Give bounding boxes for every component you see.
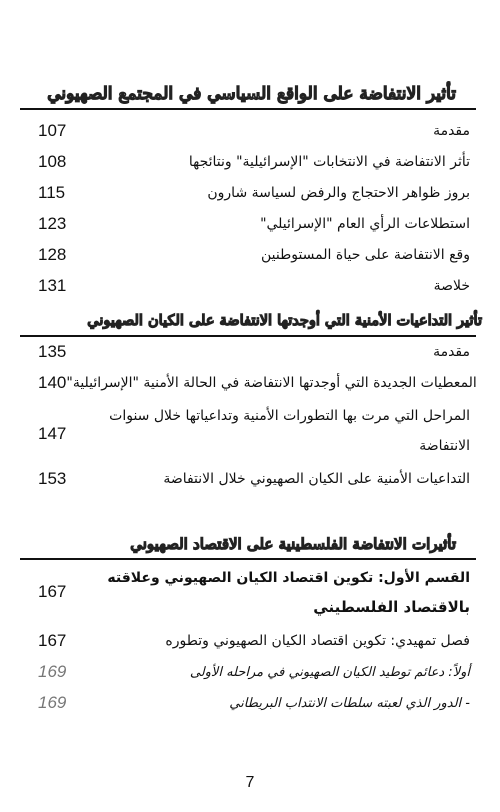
entry-page: 153	[38, 469, 67, 488]
entry-title: خلاصة	[433, 278, 470, 294]
section-2-heading: تأثير التداعيات الأمنية التي أوجدتها الانتفاضة على الكيان الصهيوني	[87, 312, 482, 329]
toc-entry[interactable]	[38, 408, 470, 448]
entry-page: 131	[38, 276, 67, 295]
entry-page: 167	[38, 631, 67, 650]
entry-title: فصل تمهيدي: تكوين اقتصاد الكيان الصهيوني وتطوره	[165, 633, 470, 649]
entry-page: 107	[38, 121, 67, 140]
toc-entry[interactable]	[38, 148, 470, 176]
entry-page: 115	[38, 183, 66, 202]
entry-page: 128	[38, 245, 67, 264]
entry-page: 123	[38, 214, 67, 233]
entry-title: بروز ظواهر الاحتجاج والرفض لسياسة شارون	[207, 185, 470, 201]
toc-entry[interactable]	[38, 241, 470, 269]
entry-title: المعطيات الجديدة التي أوجدتها الانتفاضة في الحالة الأمنية "الإسرائيلية"	[66, 375, 477, 391]
toc-entry[interactable]	[38, 117, 470, 145]
page-number: 7	[245, 774, 255, 791]
entry-title-continuation: بالاقتصاد الفلسطيني	[313, 598, 470, 616]
toc-entry[interactable]	[38, 179, 470, 207]
toc-entry[interactable]	[38, 627, 470, 655]
section-3-heading: تأثيرات الانتفاضة الفلسطينية على الاقتصاد الصهيوني	[130, 535, 456, 553]
entry-page: 140	[38, 373, 67, 392]
toc-entry[interactable]	[38, 658, 470, 686]
entry-title: أولاً: دعائم توطيد الكيان الصهيوني في مراحله الأولى	[189, 664, 470, 680]
entry-title: استطلاعات الرأي العام "الإسرائيلي"	[260, 216, 470, 232]
entry-title: المراحل التي مرت بها التطورات الأمنية وتداعياتها خلال سنوات	[109, 408, 470, 424]
entry-page: 169	[38, 693, 67, 712]
toc-entry[interactable]	[38, 369, 477, 397]
toc-entry[interactable]	[38, 272, 470, 300]
entry-page: 147	[38, 424, 67, 443]
entry-title: مقدمة	[433, 123, 470, 139]
toc-entry[interactable]	[38, 689, 470, 717]
entry-page: 135	[38, 342, 67, 361]
section-1-heading: تأثير الانتفاضة على الواقع السياسي في المجتمع الصهيوني	[47, 84, 456, 104]
entry-title: التداعيات الأمنية على الكيان الصهيوني خلال الانتفاضة	[163, 471, 470, 487]
entry-title: - الدور الذي لعبته سلطات الانتداب البريطاني	[229, 695, 470, 711]
entry-title-continuation: الانتفاضة	[419, 438, 470, 454]
entry-title: مقدمة	[433, 344, 470, 360]
toc-entry[interactable]	[38, 465, 470, 493]
entry-page: 169	[38, 662, 67, 681]
entry-page: 108	[38, 152, 67, 171]
entry-page: 167	[38, 582, 67, 601]
toc-entry[interactable]	[38, 210, 470, 238]
entry-title: القسم الأول: تكوين اقتصاد الكيان الصهيوني وعلاقته	[107, 570, 470, 586]
toc-entry[interactable]	[38, 338, 470, 366]
entry-title: وقع الانتفاضة على حياة المستوطنين	[260, 247, 470, 263]
entry-title: تأثر الانتفاضة في الانتخابات "الإسرائيلية" ونتائجها	[188, 154, 470, 170]
